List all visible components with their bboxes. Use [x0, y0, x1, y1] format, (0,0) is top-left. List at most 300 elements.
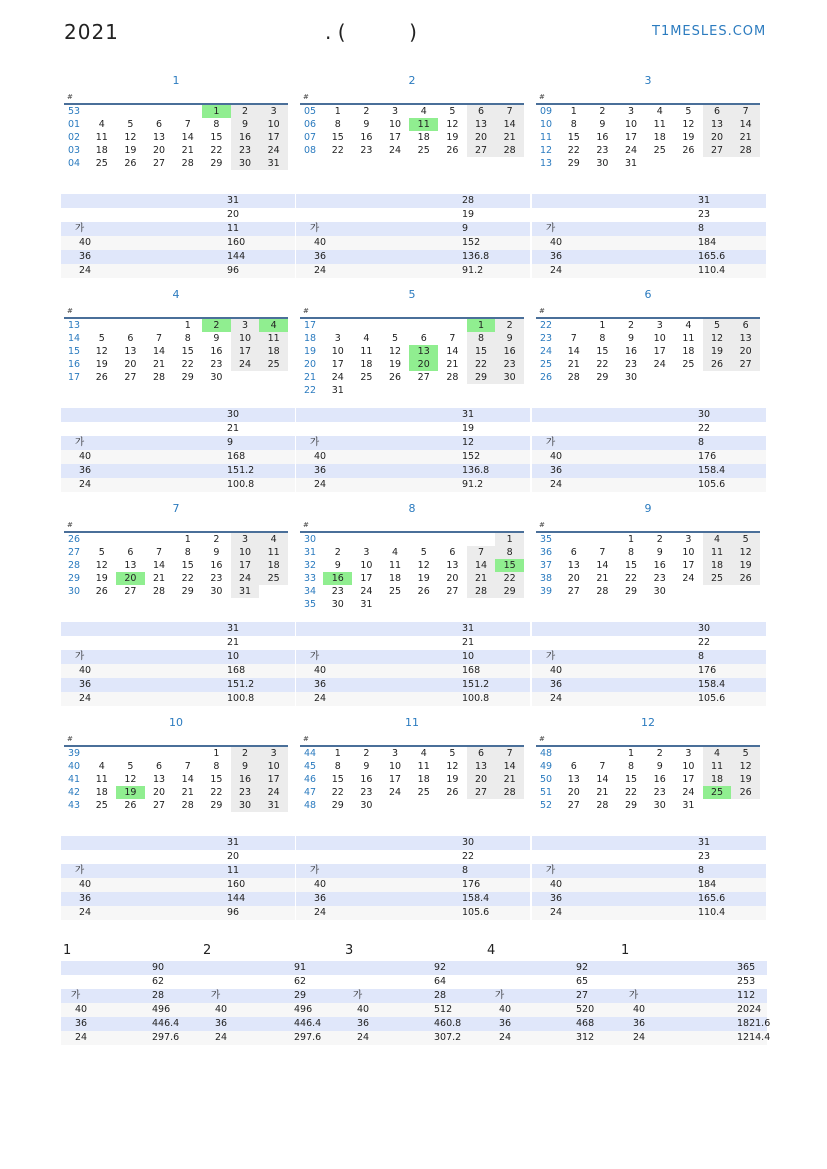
day-cell: 7	[449, 333, 456, 344]
day-cell: 6	[420, 333, 427, 344]
week-number: 53	[68, 106, 81, 117]
summary-value: 21	[462, 637, 475, 648]
day-cell: 14	[495, 760, 524, 773]
day-cell: 8	[467, 332, 496, 345]
summary-value: 11	[227, 223, 240, 234]
day-cell: 4	[656, 106, 663, 117]
day-cell: 1	[599, 320, 606, 331]
summary-row	[532, 194, 766, 208]
month-calendar	[536, 733, 760, 812]
summary-row	[296, 222, 530, 236]
summary-value: 144	[227, 893, 246, 904]
week-number: 05	[304, 106, 317, 117]
day-cell: 4	[703, 747, 732, 760]
summary-value: 28	[434, 990, 447, 1001]
summary-value: 112	[737, 990, 756, 1001]
day-cell: 27	[124, 586, 137, 597]
day-cell: 20	[567, 573, 580, 584]
day-cell: 29	[331, 800, 344, 811]
day-cell: 25	[703, 786, 732, 799]
day-cell: 19	[417, 573, 430, 584]
summary-value: 9	[227, 437, 234, 448]
summary-value: 22	[462, 851, 475, 862]
month-calendar	[64, 91, 288, 170]
week-number-header: #	[67, 521, 73, 529]
summary-value: 160	[227, 237, 246, 248]
week-number: 36	[540, 547, 553, 558]
day-cell: 11	[653, 119, 666, 130]
day-cell: 5	[449, 106, 456, 117]
calendar-week-row	[300, 799, 524, 812]
empty-day-cell	[495, 598, 524, 611]
week-number: 03	[68, 145, 81, 156]
calendar-week-row	[536, 786, 760, 799]
day-cell: 18	[653, 132, 666, 143]
day-cell: 6	[449, 547, 456, 558]
day-cell: 22	[567, 145, 580, 156]
day-cell: 28	[596, 800, 609, 811]
week-number: 22	[304, 385, 317, 396]
day-cell: 21	[596, 573, 609, 584]
week-number: 01	[68, 119, 81, 130]
month-calendar	[536, 305, 760, 384]
empty-day-cell	[381, 384, 410, 397]
calendar-week-row	[300, 319, 524, 332]
summary-row	[532, 664, 766, 678]
summary-row	[343, 961, 485, 975]
summary-value: 297.6	[152, 1032, 180, 1043]
day-cell: 11	[682, 333, 695, 344]
summary-label: 24	[79, 693, 92, 704]
summary-row	[61, 622, 295, 636]
week-number: 41	[68, 774, 81, 785]
day-cell: 16	[596, 132, 609, 143]
day-cell: 2	[363, 748, 370, 759]
summary-row	[532, 650, 766, 664]
day-cell: 7	[156, 333, 163, 344]
summary-label: 가	[310, 865, 320, 876]
day-cell: 17	[653, 346, 666, 357]
day-cell: 17	[259, 131, 288, 144]
month-summary-table	[532, 622, 766, 706]
summary-row	[296, 664, 530, 678]
summary-value: 31	[698, 195, 711, 206]
summary-row	[61, 436, 295, 450]
calendar-week-row	[300, 358, 524, 371]
day-cell: 10	[682, 547, 695, 558]
summary-label: 가	[546, 437, 556, 448]
day-cell: 14	[596, 560, 609, 571]
summary-row	[296, 906, 530, 920]
empty-day-cell	[588, 533, 617, 546]
day-cell: 23	[231, 786, 260, 799]
day-cell: 31	[682, 800, 695, 811]
summary-value: 136.8	[462, 465, 490, 476]
day-cell: 18	[703, 559, 732, 572]
week-number: 25	[540, 359, 553, 370]
summary-row	[619, 1031, 771, 1045]
day-cell: 13	[124, 346, 137, 357]
week-number: 40	[68, 761, 81, 772]
day-cell: 22	[625, 573, 638, 584]
summary-label: 24	[550, 907, 563, 918]
day-cell: 30	[495, 371, 524, 384]
day-cell: 30	[231, 157, 260, 170]
day-cell: 30	[596, 158, 609, 169]
empty-day-cell	[645, 371, 674, 384]
day-cell: 30	[653, 800, 666, 811]
day-cell: 17	[231, 345, 260, 358]
day-cell: 29	[567, 158, 580, 169]
day-cell: 13	[467, 118, 496, 131]
summary-label: 24	[79, 479, 92, 490]
empty-day-cell	[674, 157, 703, 170]
day-cell: 8	[628, 761, 635, 772]
summary-value: 11	[227, 865, 240, 876]
calendar-week-row	[300, 131, 524, 144]
day-cell: 26	[446, 145, 459, 156]
calendar-week-row	[64, 585, 288, 598]
summary-row	[296, 892, 530, 906]
day-cell: 9	[628, 333, 635, 344]
day-cell: 13	[567, 774, 580, 785]
empty-day-cell	[703, 371, 732, 384]
day-cell: 3	[259, 747, 288, 760]
summary-row	[61, 678, 295, 692]
day-cell: 22	[210, 787, 223, 798]
day-cell: 3	[392, 106, 399, 117]
summary-label: 24	[499, 1032, 512, 1043]
summary-row	[296, 878, 530, 892]
summary-row	[61, 1017, 201, 1031]
day-cell: 5	[420, 547, 427, 558]
day-cell: 9	[213, 547, 220, 558]
summary-row	[61, 408, 295, 422]
calendar-week-row	[300, 585, 524, 598]
summary-value: 176	[462, 879, 481, 890]
summary-row	[343, 975, 485, 989]
calendar-week-row	[536, 319, 760, 332]
day-cell: 25	[95, 800, 108, 811]
summary-row	[532, 264, 766, 278]
day-cell: 18	[389, 573, 402, 584]
quarter-summary-table	[485, 961, 619, 1045]
day-cell: 20	[124, 359, 137, 370]
day-cell: 26	[389, 372, 402, 383]
summary-row	[532, 878, 766, 892]
summary-label: 40	[314, 879, 327, 890]
summary-value: 105.6	[462, 907, 490, 918]
year-title: 2021	[64, 20, 119, 44]
month-title: 8	[408, 502, 416, 515]
day-cell: 6	[467, 105, 496, 118]
day-cell: 1	[334, 748, 341, 759]
day-cell: 13	[567, 560, 580, 571]
summary-row	[296, 650, 530, 664]
summary-label: 40	[550, 451, 563, 462]
day-cell: 5	[731, 533, 760, 546]
day-cell: 20	[703, 131, 732, 144]
summary-label: 36	[314, 679, 327, 690]
day-cell: 29	[625, 800, 638, 811]
summary-row	[61, 208, 295, 222]
quarter-title: 3	[345, 943, 354, 958]
calendar-week-row	[64, 559, 288, 572]
empty-day-cell	[495, 384, 524, 397]
summary-value: 468	[576, 1018, 595, 1029]
week-number: 24	[540, 346, 553, 357]
week-number-header: #	[539, 735, 545, 743]
day-cell: 3	[334, 333, 341, 344]
summary-row	[61, 1003, 201, 1017]
day-cell: 8	[599, 333, 606, 344]
day-cell: 16	[210, 560, 223, 571]
day-cell: 28	[467, 585, 496, 598]
day-cell: 18	[259, 345, 288, 358]
day-cell: 1	[570, 106, 577, 117]
day-cell: 4	[363, 333, 370, 344]
day-cell: 14	[731, 118, 760, 131]
day-cell: 5	[127, 761, 134, 772]
day-cell: 14	[153, 560, 166, 571]
empty-day-cell	[467, 533, 496, 546]
month-summary-table	[61, 408, 295, 492]
summary-label: 24	[314, 265, 327, 276]
calendar-week-row	[300, 332, 524, 345]
summary-value: 8	[698, 223, 705, 234]
summary-row	[61, 422, 295, 436]
day-cell: 12	[95, 560, 108, 571]
summary-row	[343, 1031, 485, 1045]
summary-label: 36	[314, 465, 327, 476]
summary-label: 36	[79, 251, 92, 262]
month-calendar	[300, 91, 524, 157]
summary-row	[532, 408, 766, 422]
day-cell: 13	[124, 560, 137, 571]
day-cell: 18	[417, 132, 430, 143]
day-cell: 26	[124, 158, 137, 169]
empty-day-cell	[145, 319, 174, 332]
summary-value: 64	[434, 976, 447, 987]
day-cell: 7	[599, 547, 606, 558]
empty-day-cell	[381, 598, 410, 611]
day-cell: 9	[363, 761, 370, 772]
calendar-week-row	[536, 546, 760, 559]
summary-label: 가	[629, 990, 639, 1001]
day-cell: 12	[124, 132, 137, 143]
week-number: 30	[304, 534, 317, 545]
week-number: 17	[304, 320, 317, 331]
day-cell: 19	[446, 774, 459, 785]
summary-value: 28	[152, 990, 165, 1001]
day-cell: 23	[210, 573, 223, 584]
day-cell: 17	[259, 773, 288, 786]
day-cell: 30	[210, 586, 223, 597]
day-cell: 21	[495, 773, 524, 786]
summary-value: 446.4	[152, 1018, 180, 1029]
week-number: 26	[68, 534, 81, 545]
quarter-title: 4	[487, 943, 496, 958]
day-cell: 19	[389, 359, 402, 370]
day-cell: 15	[331, 132, 344, 143]
summary-value: 20	[227, 851, 240, 862]
summary-row	[61, 692, 295, 706]
empty-day-cell	[674, 585, 703, 598]
day-cell: 25	[417, 145, 430, 156]
day-cell: 1	[628, 534, 635, 545]
calendar-week-row	[300, 371, 524, 384]
calendar-week-row	[300, 144, 524, 157]
empty-day-cell	[259, 585, 288, 598]
calendar-week-row	[300, 118, 524, 131]
summary-row	[61, 906, 295, 920]
summary-value: 28	[462, 195, 475, 206]
summary-label: 36	[550, 679, 563, 690]
day-cell: 3	[231, 533, 260, 546]
summary-row	[61, 478, 295, 492]
month-calendar	[300, 519, 524, 611]
summary-row	[61, 264, 295, 278]
summary-value: 312	[576, 1032, 595, 1043]
summary-value: 31	[227, 623, 240, 634]
day-cell: 28	[567, 372, 580, 383]
day-cell: 21	[495, 131, 524, 144]
week-number: 34	[304, 586, 317, 597]
day-cell: 17	[331, 359, 344, 370]
day-cell: 28	[596, 586, 609, 597]
day-cell: 21	[467, 572, 496, 585]
day-cell: 15	[625, 774, 638, 785]
day-cell: 20	[567, 787, 580, 798]
week-number: 11	[540, 132, 553, 143]
day-cell: 12	[446, 119, 459, 130]
day-cell: 20	[467, 773, 496, 786]
day-cell: 16	[360, 132, 373, 143]
day-cell: 15	[596, 346, 609, 357]
site-logo[interactable]: T1MESLES.COM	[652, 24, 767, 39]
day-cell: 20	[153, 145, 166, 156]
day-cell: 29	[210, 800, 223, 811]
summary-row	[61, 878, 295, 892]
week-number-header: #	[67, 307, 73, 315]
empty-day-cell	[87, 533, 116, 546]
calendar-week-row	[300, 773, 524, 786]
summary-value: 2024	[737, 1004, 762, 1015]
day-cell: 25	[259, 358, 288, 371]
day-cell: 1	[202, 105, 231, 118]
month-calendar	[536, 91, 760, 170]
calendar-week-row	[536, 585, 760, 598]
day-cell: 29	[495, 585, 524, 598]
day-cell: 7	[495, 747, 524, 760]
summary-value: 520	[576, 1004, 595, 1015]
day-cell: 3	[363, 547, 370, 558]
summary-label: 36	[550, 465, 563, 476]
day-cell: 28	[495, 786, 524, 799]
summary-label: 가	[71, 990, 81, 1001]
summary-label: 36	[215, 1018, 228, 1029]
day-cell: 5	[98, 333, 105, 344]
week-number: 51	[540, 787, 553, 798]
summary-value: 19	[462, 423, 475, 434]
month-calendar	[64, 519, 288, 598]
summary-row	[619, 1017, 771, 1031]
calendar-week-row	[536, 533, 760, 546]
day-cell: 19	[95, 359, 108, 370]
summary-row	[485, 1031, 619, 1045]
day-cell: 24	[682, 787, 695, 798]
week-number-header: #	[303, 735, 309, 743]
day-cell: 26	[95, 372, 108, 383]
week-number: 38	[540, 573, 553, 584]
month-summary-table	[61, 836, 295, 920]
day-cell: 2	[628, 320, 635, 331]
empty-day-cell	[87, 105, 116, 118]
week-number: 46	[304, 774, 317, 785]
day-cell: 10	[682, 761, 695, 772]
calendar-week-row	[64, 799, 288, 812]
day-cell: 18	[360, 359, 373, 370]
summary-value: 100.8	[227, 479, 255, 490]
month-summary-table	[296, 408, 530, 492]
day-cell: 20	[731, 345, 760, 358]
calendar-week-row	[536, 144, 760, 157]
day-cell: 15	[567, 132, 580, 143]
summary-label: 24	[75, 1032, 88, 1043]
week-number: 45	[304, 761, 317, 772]
day-cell: 27	[124, 372, 137, 383]
day-cell: 25	[259, 572, 288, 585]
day-cell: 21	[181, 787, 194, 798]
day-cell: 16	[653, 560, 666, 571]
day-cell: 1	[628, 748, 635, 759]
day-cell: 1	[334, 106, 341, 117]
day-cell: 4	[685, 320, 692, 331]
week-number: 21	[304, 372, 317, 383]
day-cell: 4	[703, 533, 732, 546]
day-cell: 8	[184, 547, 191, 558]
summary-value: 31	[698, 837, 711, 848]
day-cell: 28	[181, 158, 194, 169]
day-cell: 16	[231, 773, 260, 786]
day-cell: 12	[703, 332, 732, 345]
day-cell: 21	[731, 131, 760, 144]
day-cell: 27	[153, 800, 166, 811]
day-cell: 2	[656, 534, 663, 545]
summary-value: 31	[462, 623, 475, 634]
day-cell: 30	[210, 372, 223, 383]
summary-row	[61, 850, 295, 864]
summary-label: 40	[79, 879, 92, 890]
day-cell: 17	[389, 132, 402, 143]
calendar-week-row	[536, 559, 760, 572]
month-title: 9	[644, 502, 652, 515]
week-number: 39	[68, 748, 81, 759]
empty-day-cell	[703, 157, 732, 170]
empty-day-cell	[438, 384, 467, 397]
calendar-week-row	[64, 371, 288, 384]
week-number: 04	[68, 158, 81, 169]
summary-row	[343, 989, 485, 1003]
day-cell: 11	[703, 546, 732, 559]
empty-day-cell	[703, 799, 732, 812]
empty-day-cell	[409, 799, 438, 812]
summary-row	[296, 464, 530, 478]
summary-row	[201, 1031, 343, 1045]
summary-label: 36	[79, 893, 92, 904]
empty-day-cell	[409, 598, 438, 611]
summary-label: 40	[79, 665, 92, 676]
